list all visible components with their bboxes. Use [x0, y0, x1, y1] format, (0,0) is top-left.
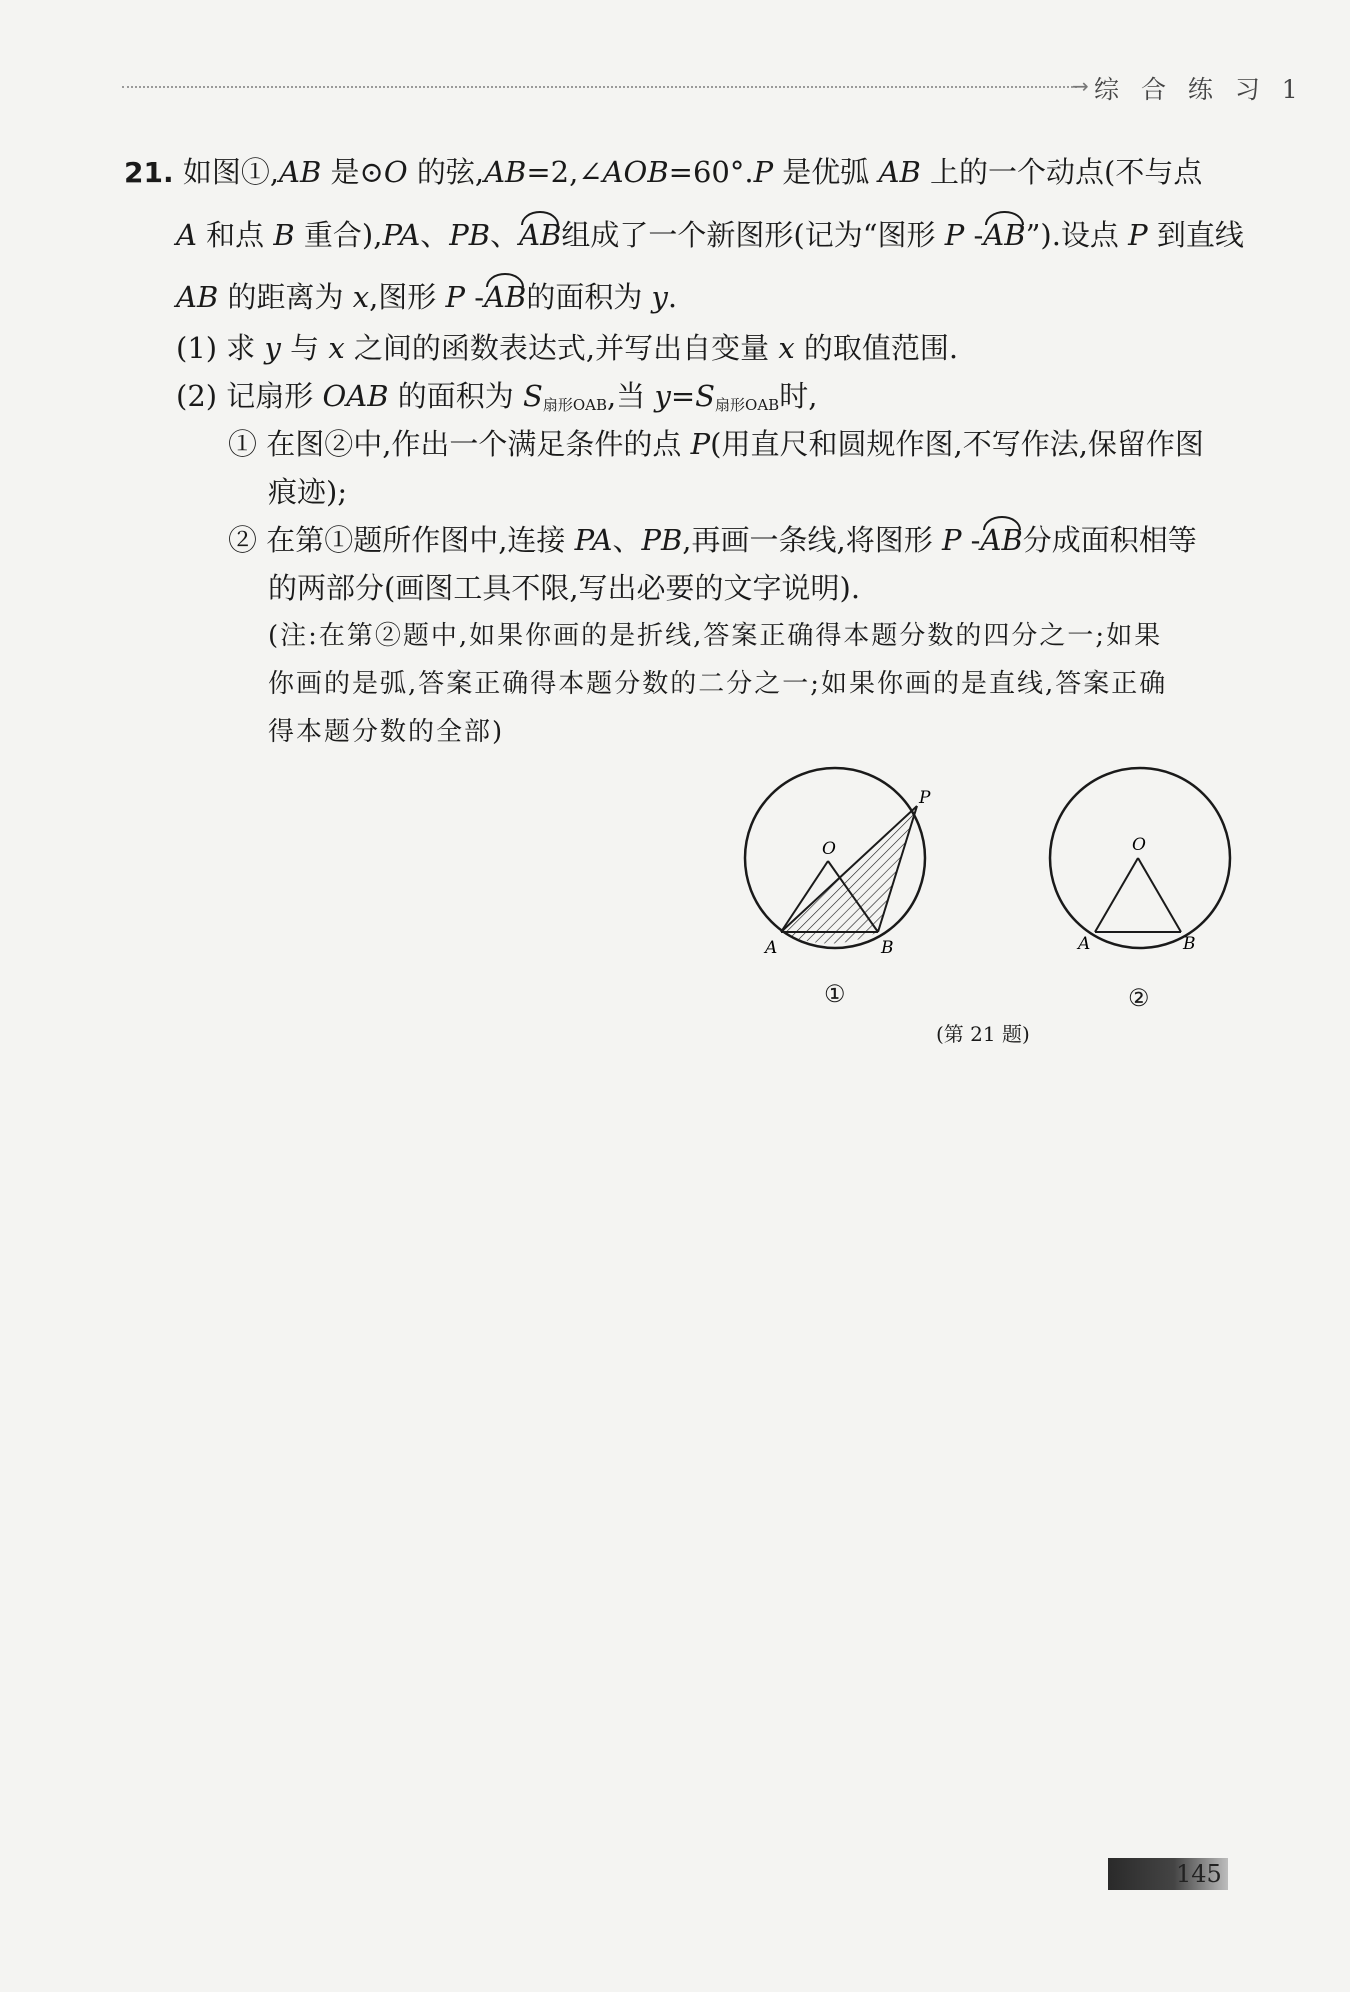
header-title: 综 合 练 习 1 [1094, 75, 1305, 104]
math: y [654, 379, 671, 413]
text: ,当 [607, 379, 655, 413]
figure-2-line-oa [1095, 858, 1138, 932]
figure-caption: (第 21 题) [936, 1022, 1030, 1046]
arc-ab: AB [484, 277, 526, 317]
math: P [445, 280, 466, 314]
text: 上的一个动点(不与点 [920, 155, 1203, 189]
figure-2-label-a: A [1078, 934, 1091, 954]
text: - [961, 523, 981, 557]
header-dotted-rule [122, 86, 1077, 88]
page-number: 145 [1176, 1860, 1222, 1888]
text: 的弦, [407, 155, 485, 189]
math: AB [279, 155, 322, 189]
text: 的面积为 [388, 379, 523, 413]
math: B [273, 218, 295, 252]
note-line-1: (注:在第②题中,如果你画的是折线,答案正确得本题分数的四分之一;如果 [268, 621, 1163, 651]
figure-1-shaded-segment [781, 932, 878, 944]
text: 如图①, [182, 155, 280, 189]
text: =2,∠ [526, 155, 603, 189]
text: . [667, 280, 678, 314]
figure-2-label-o: O [1132, 835, 1146, 855]
text: 的取值范围. [794, 331, 959, 365]
part-1 [176, 328, 958, 368]
subscript: 扇形OAB [542, 396, 608, 414]
text: (1) 求 [176, 331, 265, 365]
sub-question-2-line-1 [228, 520, 1197, 560]
text: 、 [420, 218, 450, 252]
text: 与 [280, 331, 329, 365]
math: OAB [322, 379, 389, 413]
subscript: 扇形OAB [715, 396, 780, 414]
text: 、 [490, 218, 520, 252]
problem-line-3 [176, 277, 677, 317]
math: x [352, 280, 370, 314]
math: S [695, 379, 716, 413]
figure-2-label: ② [1128, 984, 1150, 1012]
math: PA [382, 218, 421, 252]
math: AB [176, 280, 219, 314]
text: 时, [779, 379, 818, 413]
text: 的面积为 [526, 280, 652, 314]
note-line-3: 得本题分数的全部) [268, 717, 505, 747]
math: y [651, 280, 668, 314]
part-2 [176, 376, 817, 425]
math: P [690, 427, 711, 461]
text: ”).设点 [1025, 218, 1129, 252]
text: ,图形 [369, 280, 446, 314]
text: 组成了一个新图形(记为“图形 [561, 218, 945, 252]
text: ① 在图②中,作出一个满足条件的点 [228, 427, 691, 461]
arc-ab: AB [981, 520, 1023, 560]
text: (用直尺和圆规作图,不写作法,保留作图 [710, 427, 1204, 461]
math: PA [574, 523, 613, 557]
sub-question-1-line-2: 痕迹); [268, 475, 348, 509]
figure-1-label-a: A [765, 938, 778, 958]
math: P [1128, 218, 1148, 252]
figure-1-label: ① [824, 980, 846, 1008]
math: x [328, 331, 345, 365]
problem-number: 21. [124, 156, 174, 189]
problem-line-1 [124, 152, 1202, 193]
figure-1-label-p: P [919, 788, 931, 808]
figure-2-circle [1050, 768, 1230, 948]
text: 、 [612, 523, 642, 557]
text: ,再画一条线,将图形 [682, 523, 942, 557]
figure-2-label-b: B [1183, 934, 1196, 954]
sub-question-1-line-1 [228, 424, 1204, 464]
text: - [964, 218, 984, 252]
problem-line-2 [176, 215, 1244, 255]
text: ② 在第①题所作图中,连接 [228, 523, 575, 557]
arc-ab: AB [983, 215, 1025, 255]
text: 是⊙ [321, 155, 384, 189]
math: AB [878, 155, 921, 189]
math: AB [484, 155, 527, 189]
figure-1-label-o: O [822, 839, 836, 859]
sub-question-2-line-2: 的两部分(画图工具不限,写出必要的文字说明). [268, 571, 861, 605]
text: 是优弧 [773, 155, 879, 189]
figure-2 [1040, 765, 1240, 965]
math: S [522, 379, 543, 413]
math: x [778, 331, 795, 365]
text: 和点 [196, 218, 274, 252]
figure-2-line-ob [1138, 858, 1181, 932]
text: = [670, 379, 696, 413]
math: PB [641, 523, 683, 557]
text: 的距离为 [218, 280, 353, 314]
math: y [264, 331, 281, 365]
text: 分成面积相等 [1022, 523, 1197, 557]
text: 到直线 [1147, 218, 1244, 252]
math: P [944, 218, 965, 252]
header-arrow-icon: → [1072, 74, 1089, 98]
math: O [383, 155, 408, 189]
note-line-2: 你画的是弧,答案正确得本题分数的二分之一;如果你画的是直线,答案正确 [268, 669, 1168, 699]
text: - [465, 280, 485, 314]
math: AOB [602, 155, 669, 189]
figure-1-label-b: B [881, 938, 894, 958]
math: P [941, 523, 962, 557]
figure-1 [735, 765, 935, 965]
math: A [176, 218, 197, 252]
text: 之间的函数表达式,并写出自变量 [344, 331, 779, 365]
text: =60°. [668, 155, 754, 189]
math: PB [449, 218, 491, 252]
math: P [753, 155, 774, 189]
text: (2) 记扇形 [176, 379, 323, 413]
text: 重合), [294, 218, 383, 252]
arc-ab: AB [519, 215, 561, 255]
